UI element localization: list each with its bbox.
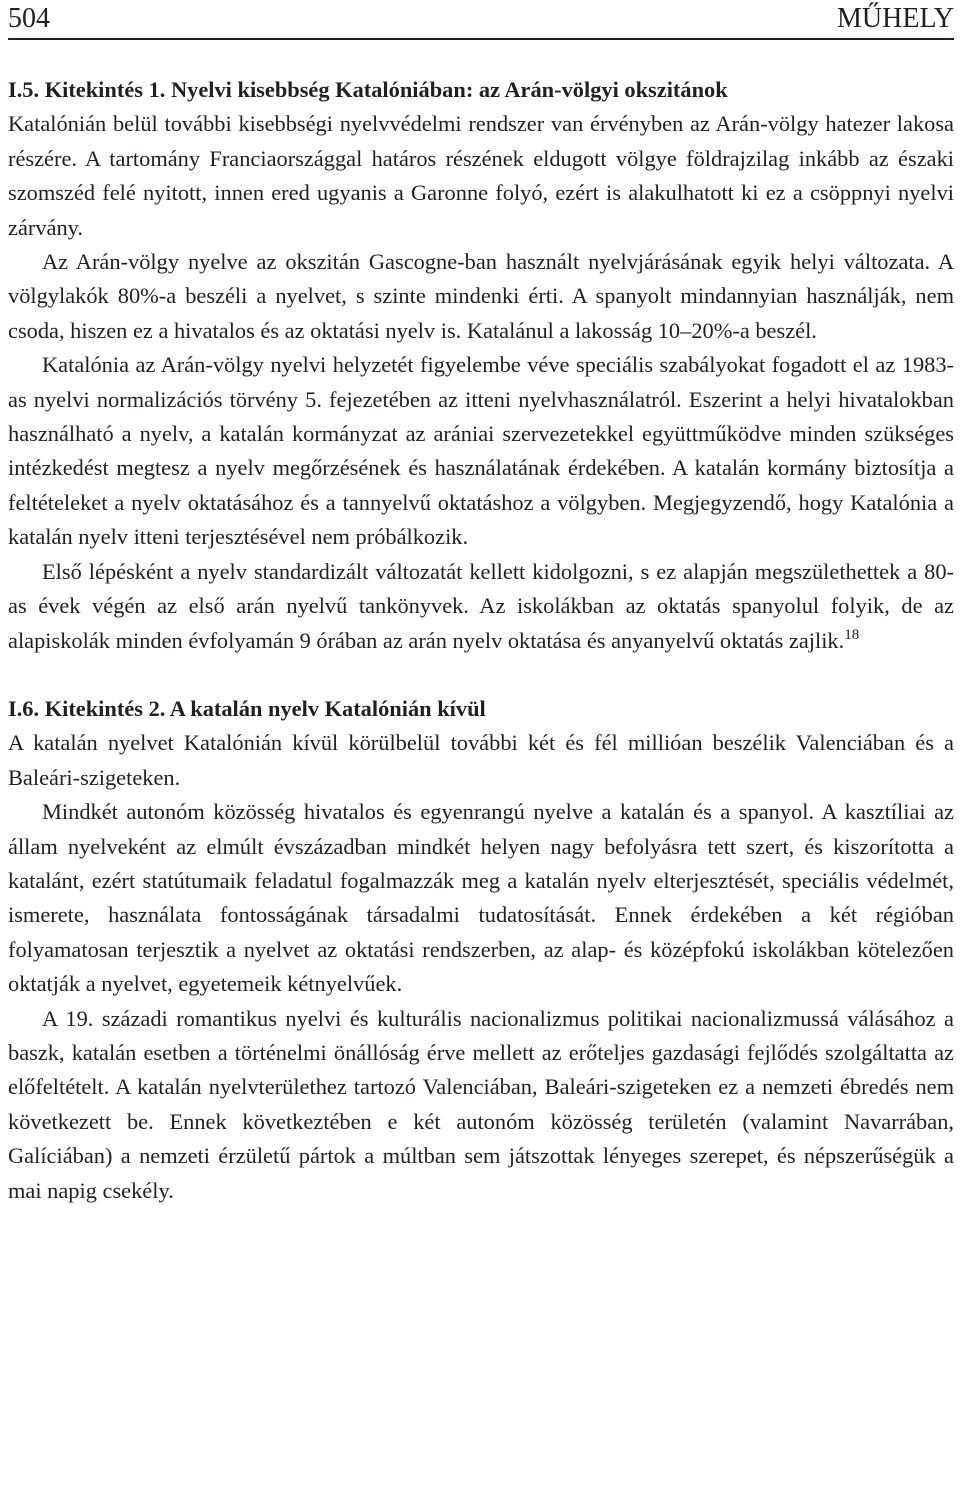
- section-spacer: [8, 658, 954, 692]
- journal-section-title: MŰHELY: [837, 3, 954, 34]
- paragraph-with-footnote: [8, 555, 954, 658]
- paragraph: Az Arán-völgy nyelve az okszitán Gascogne-ban használt nyelvjárásának egyik helyi változata. A völgylakók 80%-a beszéli a nyelvet, s szinte mindenki érti. A spanyolt mindannyian használják, nem csoda, hiszen ez a hivatalos és az oktatási nyelv is. Katalánul a lakosság 10–20%-a beszél.: [8, 249, 954, 343]
- paragraph: Mindkét autonóm közösség hivatalos és egyenrangú nyelve a katalán és a spanyol. A kasztíliai az állam nyelveként az elmúlt évszázadban mindkét helyen nagy befolyásra tett szert, és kiszorította a katalánt, ezért statútumaik feladatul fogalmazzák meg a katalán nyelv elterjesztését, speciális védelmét, ismerete, használata fontosságának társadalmi tudatosítását. Ennek érdekében a két régióban folyamatosan terjesztik a nyelvet az oktatási rendszerben, az alap- és középfokú iskolákban kötelezően oktatják a nyelvet, egyetemeik kétnyelvűek.: [8, 799, 954, 997]
- article-body: [8, 73, 954, 1208]
- section-heading-1-5: I.5. Kitekintés 1. Nyelvi kisebbség Katalóniában: az Arán-völgyi okszitánok: [8, 77, 728, 102]
- paragraph: A 19. századi romantikus nyelvi és kulturális nacionalizmus politikai nacionalizmussá válásához a baszk, katalán esetben a történelmi önállóság érve mellett az erőteljes gazdasági fejlődés szolgáltatta az előfeltételt. A katalán nyelvterülethez tartozó Valenciában, Baleári-szigeteken ez a nemzeti ébredés nem következett be. Ennek következtében e két autonóm közösség területén (valamint Navarrában, Galíciában) a nemzeti érzületű pártok a múltban sem játszottak lényeges szerepet, és népszerűségük a mai napig csekély.: [8, 1005, 954, 1203]
- paragraph-text: Első lépésként a nyelv standardizált változatát kellett kidolgozni, s ez alapján megszülethettek a 80-as évek végén az első arán nyelvű tankönyvek. Az iskolákban az oktatás spanyolul folyik, de az alapiskolák minden évfolyamán 9 órában az arán nyelv oktatása és anyanyelvű oktatás zajlik.: [8, 558, 954, 653]
- page-number: 504: [8, 3, 50, 34]
- paragraph: Katalónia az Arán-völgy nyelvi helyzetét figyelembe véve speciális szabályokat fogadott el az 1983-as nyelvi normalizációs törvény 5. fejezetében az itteni nyelvhasználatról. Eszerint a helyi hivatalokban használható a nyelv, a katalán kormányzat az arániai szervezetekkel együttműködve minden szükséges intézkedést megtesz a nyelv megőrzésének és használatának érdekében. A katalán kormány biztosítja a feltételeket a nyelv oktatásához és a tannyelvű oktatáshoz a völgyben. Megjegyzendő, hogy Katalónia a katalán nyelv itteni terjesztésével nem próbálkozik.: [8, 352, 954, 550]
- section-heading-1-6: I.6. Kitekintés 2. A katalán nyelv Katalónián kívül: [8, 695, 486, 721]
- paragraph: Katalónián belül további kisebbségi nyelvvédelmi rendszer van érvényben az Arán-völgy hatezer lakosa részére. A tartomány Franciaországgal határos részének eldugott völgye földrajzilag inkább az északi szomszéd felé nyitott, innen ered ugyanis a Garonne folyó, ezért is alakulhatott ki ez a csöppnyi nyelvi zárvány.: [8, 111, 954, 240]
- running-header: [8, 0, 954, 40]
- paragraph: A katalán nyelvet Katalónián kívül körülbelül további két és fél millióan beszélik Valenciában és a Baleári-szigeteken.: [8, 730, 954, 790]
- footnote-reference[interactable]: 18: [844, 626, 860, 643]
- document-page: [8, 0, 954, 1208]
